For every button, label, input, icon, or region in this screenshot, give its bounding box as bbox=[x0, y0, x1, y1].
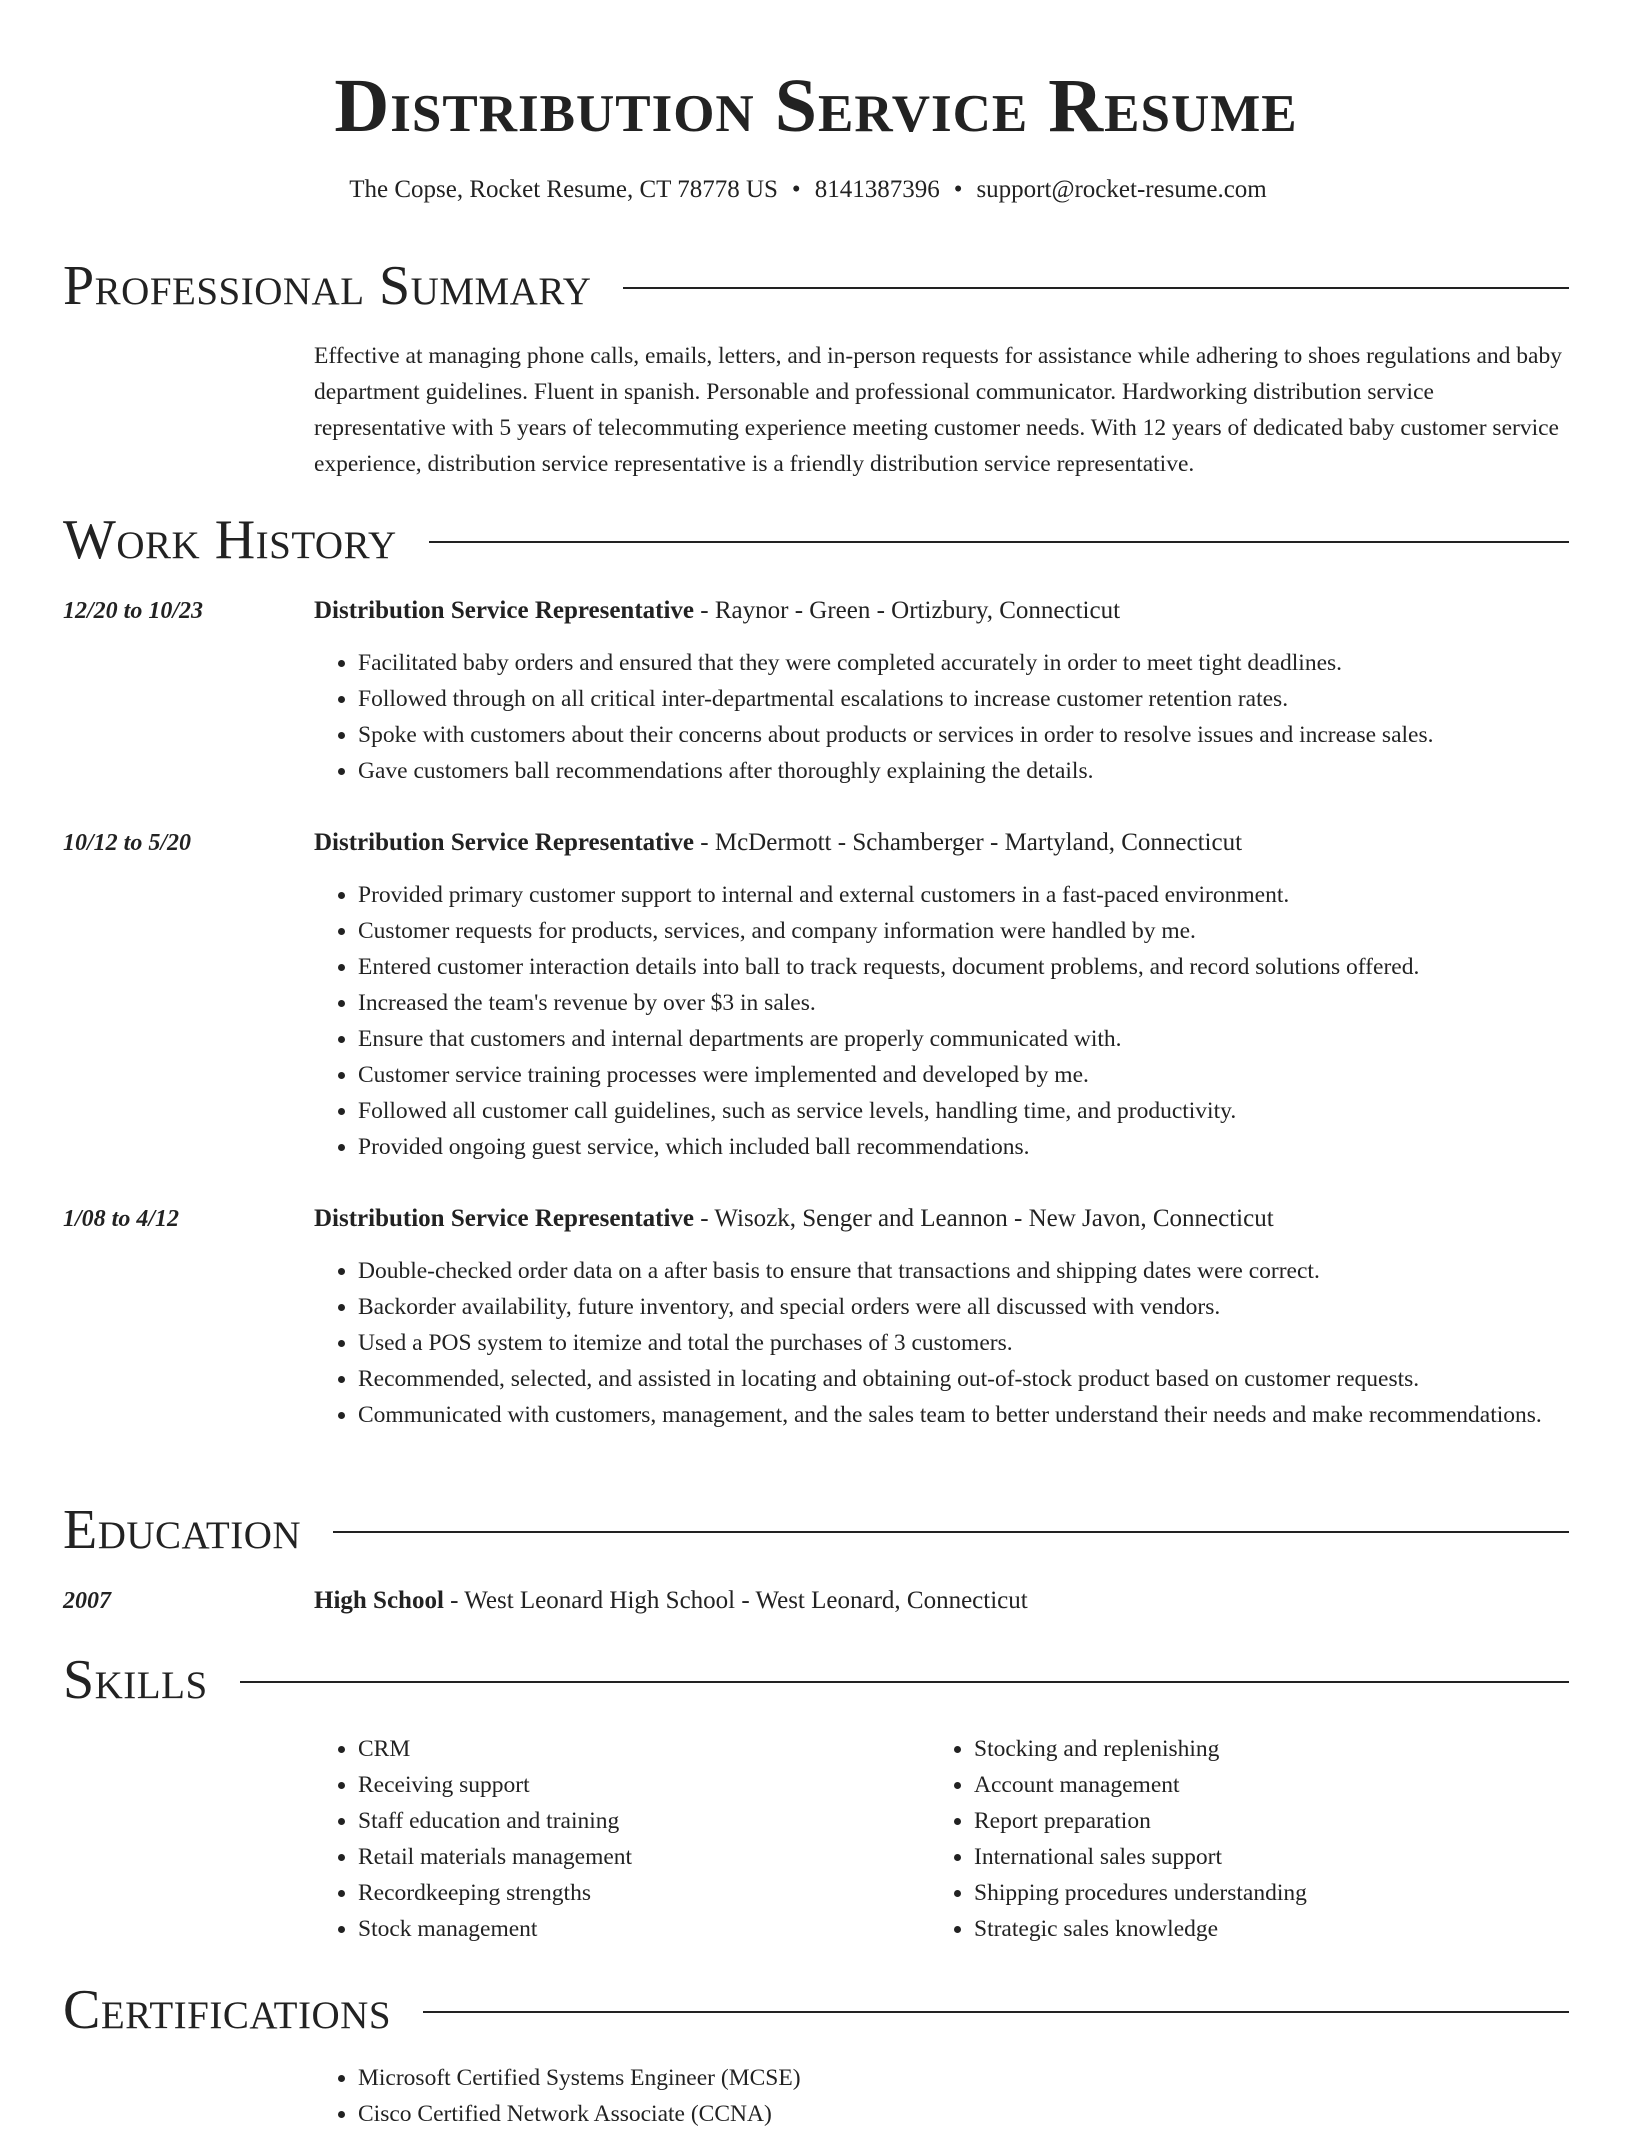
section-divider bbox=[423, 2011, 1569, 2013]
contact-line bbox=[0, 172, 1616, 208]
section-divider bbox=[623, 287, 1569, 289]
skill-item: • Retail materials management bbox=[358, 1839, 918, 1875]
contact-separator: • bbox=[791, 176, 801, 203]
skill-item: • Shipping procedures understanding bbox=[974, 1875, 1574, 1911]
job-dates: 12/20 to 10/23 bbox=[63, 598, 204, 624]
job-title: Distribution Service Representative bbox=[314, 1205, 695, 1232]
contact-phone: 8141387396 bbox=[814, 176, 940, 203]
job-title: Distribution Service Representative bbox=[314, 597, 695, 624]
certifications-section-header bbox=[63, 1978, 1569, 2042]
education-school: - West Leonard High School - West Leonard, Connecticut bbox=[443, 1587, 1028, 1614]
certification-item: • Microsoft Certified Systems Engineer (MCSE) bbox=[358, 2060, 1558, 2096]
job-bullet: • Customer service training processes were implemented and developed by me. bbox=[358, 1057, 1568, 1093]
skill-item: • Staff education and training bbox=[358, 1803, 918, 1839]
job-bullet: • Communicated with customers, management, and the sales team to better understand their needs and make recommendations. bbox=[358, 1397, 1568, 1433]
skill-item: • Report preparation bbox=[974, 1803, 1574, 1839]
job-title: Distribution Service Representative bbox=[314, 829, 695, 856]
job-dates: 1/08 to 4/12 bbox=[63, 1206, 180, 1232]
job-heading bbox=[314, 1201, 1274, 1237]
section-title-certifications: Certifications bbox=[63, 1979, 392, 2041]
section-title-skills: Skills bbox=[63, 1649, 208, 1711]
job-bullet: • Double-checked order data on a after basis to ensure that transactions and shipping dates were correct. bbox=[358, 1253, 1568, 1289]
contact-separator: • bbox=[953, 176, 963, 203]
skill-item: • Strategic sales knowledge bbox=[974, 1911, 1574, 1947]
education-year: 2007 bbox=[63, 1588, 111, 1614]
job-bullet: • Gave customers ball recommendations after thoroughly explaining the details. bbox=[358, 753, 1568, 789]
skill-item: • CRM bbox=[358, 1731, 918, 1767]
education-degree: High School bbox=[314, 1587, 444, 1614]
section-title-summary: Professional Summary bbox=[63, 255, 592, 317]
job-heading bbox=[314, 593, 1120, 629]
job-bullet: • Customer requests for products, services, and company information were handled by me. bbox=[358, 913, 1568, 949]
job-bullet: • Backorder availability, future inventory, and special orders were all discussed with vendors. bbox=[358, 1289, 1568, 1325]
job-bullet: • Entered customer interaction details into ball to track requests, document problems, and record solutions offered. bbox=[358, 949, 1568, 985]
section-title-education: Education bbox=[63, 1499, 302, 1561]
job-bullet: • Spoke with customers about their concerns about products or services in order to resolve issues and increase sales. bbox=[358, 717, 1568, 753]
skills-list-right bbox=[930, 1731, 1574, 1947]
summary-text: Effective at managing phone calls, emails, letters, and in-person requests for assistance while adhering to shoes regulations and baby department guidelines. Fluent in spanish. Personable and professional communicator. Hardworking distribution service representative with 5 years of telecommuting experience meeting customer needs. With 12 years of dedicated baby customer service experience, distribution service representative is a friendly distribution service representative. bbox=[314, 343, 1562, 477]
job-bullet: • Recommended, selected, and assisted in locating and obtaining out-of-stock product based on customer requests. bbox=[358, 1361, 1568, 1397]
skill-item: • International sales support bbox=[974, 1839, 1574, 1875]
work-section-header bbox=[63, 508, 1569, 572]
skill-item: • Account management bbox=[974, 1767, 1574, 1803]
section-divider bbox=[429, 541, 1569, 543]
job-bullet: • Provided ongoing guest service, which included ball recommendations. bbox=[358, 1129, 1568, 1165]
job-dates: 10/12 to 5/20 bbox=[63, 830, 192, 856]
job-employer: - Wisozk, Senger and Leannon - New Javon, Connecticut bbox=[694, 1205, 1274, 1232]
job-employer: - Raynor - Green - Ortizbury, Connecticut bbox=[694, 597, 1121, 624]
job-bullet: • Ensure that customers and internal departments are properly communicated with. bbox=[358, 1021, 1568, 1057]
certification-item: • Cisco Certified Network Associate (CCNA) bbox=[358, 2096, 1558, 2132]
job-bullet: • Increased the team's revenue by over $3 in sales. bbox=[358, 985, 1568, 1021]
job-bullets bbox=[314, 877, 1568, 1165]
job-bullet: • Used a POS system to itemize and total the purchases of 3 customers. bbox=[358, 1325, 1568, 1361]
job-heading bbox=[314, 825, 1242, 861]
job-bullet: • Provided primary customer support to internal and external customers in a fast-paced environment. bbox=[358, 877, 1568, 913]
education-section-header bbox=[63, 1498, 1569, 1562]
section-divider bbox=[333, 1531, 1569, 1533]
job-bullets bbox=[314, 1253, 1568, 1433]
skills-list-left bbox=[314, 1731, 918, 1947]
job-employer: - McDermott - Schamberger - Martyland, Connecticut bbox=[694, 829, 1243, 856]
job-bullet: • Followed all customer call guidelines, such as service levels, handling time, and productivity. bbox=[358, 1093, 1568, 1129]
contact-email: support@rocket-resume.com bbox=[976, 176, 1267, 203]
job-bullets bbox=[314, 645, 1568, 789]
skill-item: • Recordkeeping strengths bbox=[358, 1875, 918, 1911]
resume-title: Distribution Service Resume bbox=[334, 64, 1298, 148]
skills-section-header bbox=[63, 1648, 1569, 1712]
job-bullet: • Facilitated baby orders and ensured that they were completed accurately in order to meet tight deadlines. bbox=[358, 645, 1568, 681]
skill-item: • Receiving support bbox=[358, 1767, 918, 1803]
section-divider bbox=[240, 1681, 1569, 1683]
job-bullet: • Followed through on all critical inter-departmental escalations to increase customer retention rates. bbox=[358, 681, 1568, 717]
certifications-list bbox=[314, 2060, 1558, 2132]
skill-item: • Stocking and replenishing bbox=[974, 1731, 1574, 1767]
summary-section-header bbox=[63, 254, 1569, 318]
skill-item: • Stock management bbox=[358, 1911, 918, 1947]
contact-address: The Copse, Rocket Resume, CT 78778 US bbox=[349, 176, 778, 203]
education-heading bbox=[314, 1583, 1028, 1619]
section-title-work: Work History bbox=[63, 509, 397, 571]
